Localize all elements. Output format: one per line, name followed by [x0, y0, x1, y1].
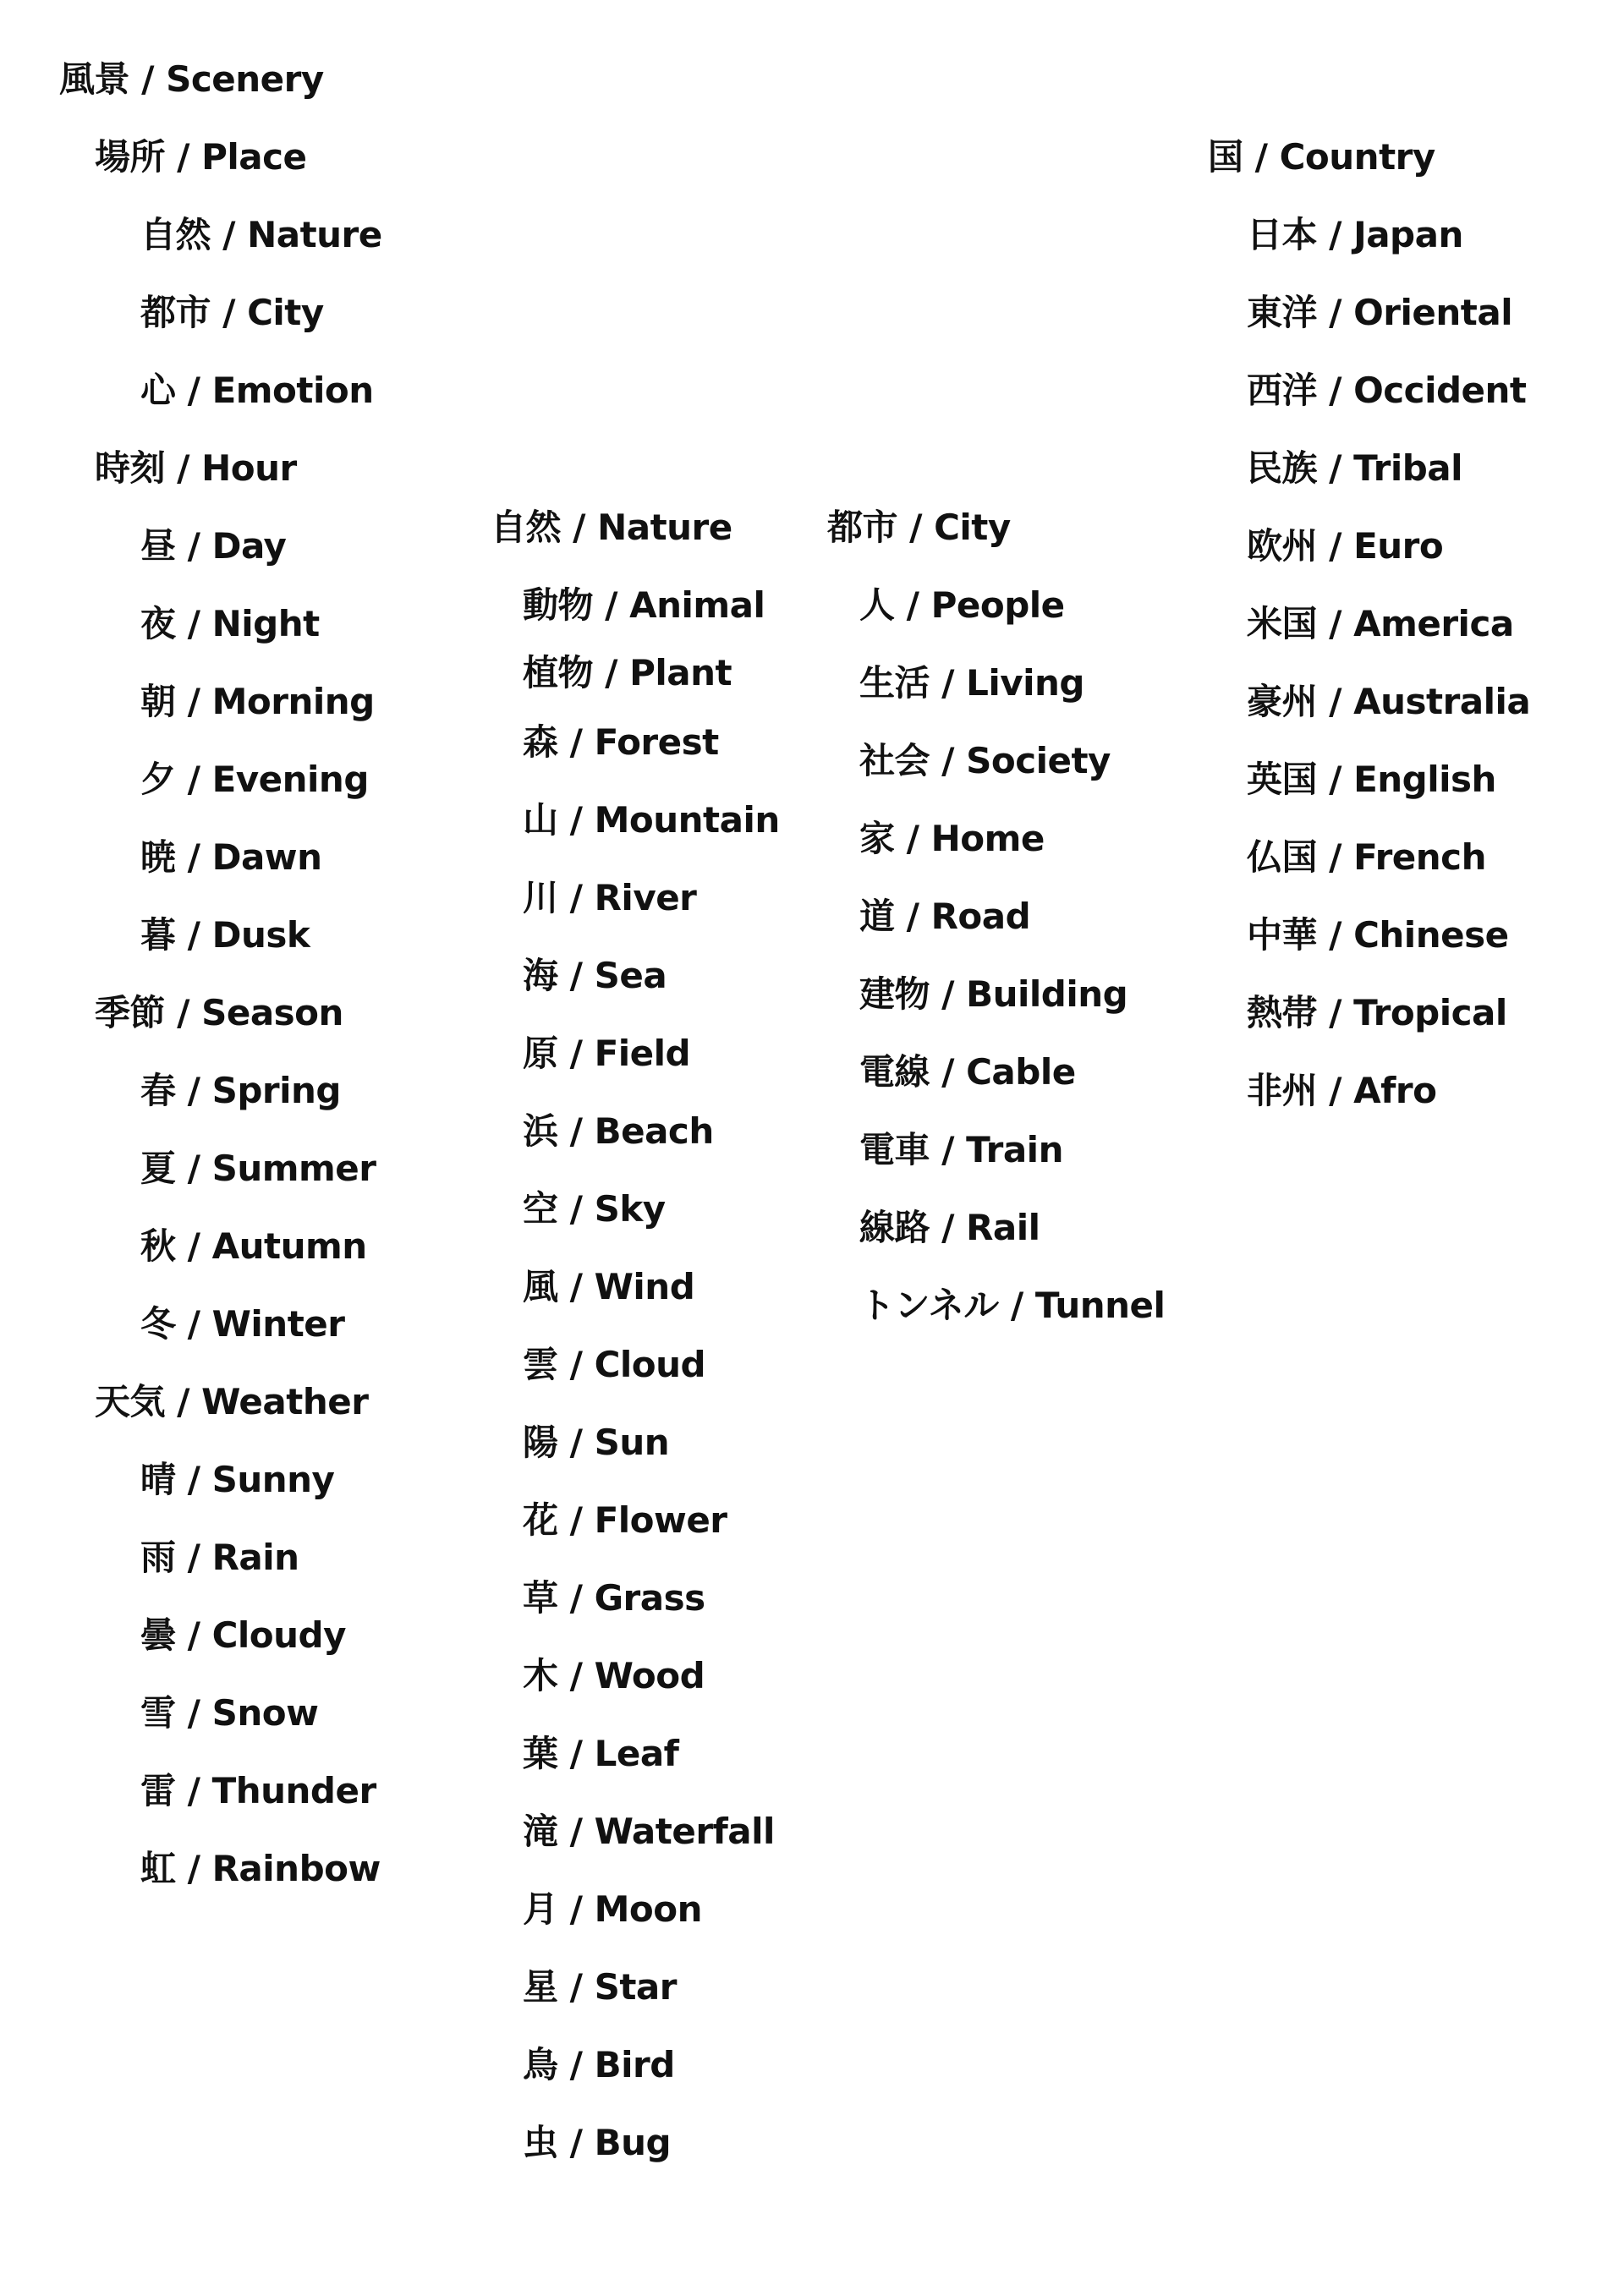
tag-cloud: 雲 / Cloud: [523, 1344, 706, 1385]
nature-title: 自然 / Nature: [491, 507, 732, 548]
tag-weather: 天気 / Weather: [95, 1381, 369, 1422]
tag-nature: 自然 / Nature: [140, 214, 382, 255]
tag-japan: 日本 / Japan: [1247, 214, 1463, 255]
tag-flower: 花 / Flower: [523, 1499, 727, 1541]
tag-bird: 鳥 / Bird: [523, 2044, 675, 2085]
tag-night: 夜 / Night: [140, 603, 320, 644]
tag-tribal: 民族 / Tribal: [1247, 447, 1463, 489]
tag-day: 昼 / Day: [140, 525, 287, 567]
tag-snow: 雪 / Snow: [140, 1692, 319, 1734]
tag-mountain: 山 / Mountain: [523, 799, 780, 841]
tag-sun: 陽 / Sun: [523, 1422, 670, 1463]
tag-star: 星 / Star: [523, 1966, 677, 2008]
tag-moon: 月 / Moon: [523, 1888, 702, 1930]
tag-occident: 西洋 / Occident: [1247, 370, 1527, 411]
tag-sky: 空 / Sky: [523, 1188, 666, 1230]
tag-field: 原 / Field: [523, 1033, 691, 1074]
tag-sunny: 晴 / Sunny: [140, 1459, 335, 1500]
tag-french: 仏国 / French: [1247, 836, 1486, 878]
tag-train: 電車 / Train: [859, 1129, 1063, 1170]
tag-wood: 木 / Wood: [523, 1655, 705, 1696]
tag-leaf: 葉 / Leaf: [523, 1733, 679, 1774]
tag-people: 人 / People: [859, 584, 1065, 626]
tag-dawn: 暁 / Dawn: [140, 836, 322, 878]
tag-building: 建物 / Building: [859, 973, 1128, 1015]
tag-evening: 夕 / Evening: [140, 759, 369, 800]
tag-morning: 朝 / Morning: [140, 681, 375, 722]
tag-cable: 電線 / Cable: [859, 1051, 1076, 1093]
tag-tunnel: トンネル / Tunnel: [859, 1285, 1166, 1326]
tag-cloudy: 曇 / Cloudy: [140, 1614, 347, 1656]
tag-bug: 虫 / Bug: [523, 2122, 672, 2163]
tag-rain: 雨 / Rain: [140, 1537, 299, 1578]
tag-rail: 線路 / Rail: [859, 1207, 1040, 1248]
tag-river: 川 / River: [523, 877, 697, 918]
tag-tropical: 熱帯 / Tropical: [1247, 992, 1507, 1033]
tag-euro: 欧州 / Euro: [1247, 525, 1444, 567]
tag-animal: 動物 / Animal: [523, 584, 765, 626]
tag-summer: 夏 / Summer: [140, 1148, 376, 1189]
tag-emotion: 心 / Emotion: [140, 370, 374, 411]
city-title: 都市 / City: [827, 507, 1011, 548]
tag-grass: 草 / Grass: [523, 1577, 705, 1619]
tag-australia: 豪州 / Australia: [1247, 681, 1531, 722]
tag-hour: 時刻 / Hour: [95, 447, 297, 489]
tag-dusk: 暮 / Dusk: [140, 914, 310, 956]
tag-america: 米国 / America: [1247, 603, 1514, 644]
tag-plant: 植物 / Plant: [523, 652, 732, 693]
tag-autumn: 秋 / Autumn: [140, 1225, 367, 1267]
tag-sea: 海 / Sea: [523, 955, 667, 996]
tag-chinese: 中華 / Chinese: [1247, 914, 1509, 956]
tag-city: 都市 / City: [140, 292, 324, 333]
tag-society: 社会 / Society: [859, 740, 1111, 781]
tag-living: 生活 / Living: [859, 662, 1084, 704]
tag-wind: 風 / Wind: [523, 1266, 695, 1307]
tag-home: 家 / Home: [859, 818, 1045, 859]
tag-afro: 非州 / Afro: [1247, 1070, 1437, 1111]
tag-thunder: 雷 / Thunder: [140, 1770, 376, 1811]
tag-winter: 冬 / Winter: [140, 1303, 345, 1345]
tag-season: 季節 / Season: [95, 992, 343, 1033]
tag-road: 道 / Road: [859, 896, 1031, 937]
tag-oriental: 東洋 / Oriental: [1247, 292, 1513, 333]
tag-english: 英国 / English: [1247, 759, 1496, 800]
tag-place: 場所 / Place: [95, 136, 307, 178]
scenery-title: 風景 / Scenery: [59, 58, 324, 100]
tag-beach: 浜 / Beach: [523, 1110, 714, 1152]
country-title: 国 / Country: [1208, 136, 1435, 178]
tag-waterfall: 滝 / Waterfall: [523, 1811, 775, 1852]
tag-forest: 森 / Forest: [523, 721, 719, 763]
tag-rainbow: 虹 / Rainbow: [140, 1848, 381, 1889]
tag-spring: 春 / Spring: [140, 1070, 341, 1111]
